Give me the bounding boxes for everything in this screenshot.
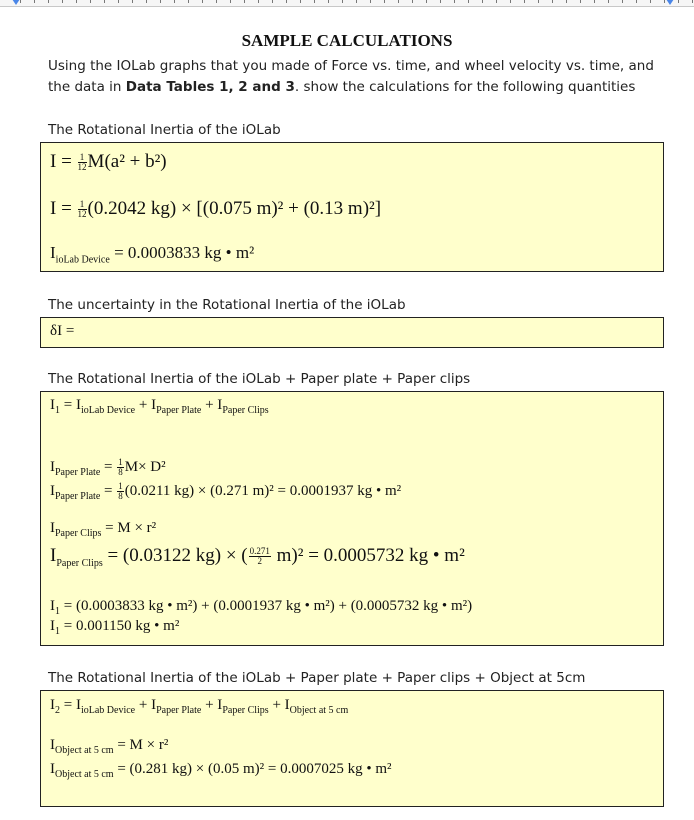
ruler-tick	[412, 0, 413, 3]
ruler-tick	[48, 0, 49, 3]
ruler-tick	[300, 0, 301, 3]
ruler-tick	[398, 0, 399, 3]
equation-line: $I_{Object at 5 cm} = M \times r^2$	[50, 737, 169, 756]
section-label-rotational-inertia: The Rotational Inertia of the iOLab	[48, 122, 281, 138]
ruler-tick	[286, 0, 287, 3]
ruler-tick	[496, 0, 497, 3]
equation-line: $I_2 = I_{ioLab Device} + I_{Paper Plate} + I_{Paper Clips} + I_{Object at 5 cm}$	[50, 697, 349, 716]
ruler-tick	[370, 0, 371, 3]
equation-box-uncertainty[interactable]	[40, 317, 664, 348]
ruler-tick	[538, 0, 539, 3]
ruler-tick	[580, 0, 581, 3]
equation-line: $I_{ioLab Device} = 0.0003833$ kg • m²	[50, 243, 255, 266]
fraction: $\frac{0.271}{2}$	[249, 546, 270, 567]
fraction: $\frac{1}{8}$	[118, 481, 123, 501]
intro-text: Using the IOLab graphs that you made of Force vs. time, and wheel velocity vs. time, and the data in	[48, 58, 654, 95]
fraction: $\frac{1}{8}$	[118, 457, 123, 477]
equation-line: $I_1 = I_{ioLab Device} + I_{Paper Plate} + I_{Paper Clips}$	[50, 397, 269, 416]
ruler-tick	[468, 0, 469, 3]
ruler-tick	[356, 0, 357, 3]
equation-line: I = $\frac{1}{12}$ (0.2042 kg) × [(0.075 m)² + (0.13 m)²]	[50, 198, 382, 220]
fraction: $\frac{1}{12}$	[77, 199, 87, 220]
ruler-tick	[20, 0, 21, 3]
equation-line: $I_1 = (0.0003833$ kg • m²) + (0.0001937 kg • m²) + (0.0005732 kg • m²)	[50, 598, 473, 617]
ruler-tick	[202, 0, 203, 3]
ruler-tick	[426, 0, 427, 3]
ruler-tick	[440, 0, 441, 3]
ruler-tick	[608, 0, 609, 3]
ruler-tick	[664, 0, 665, 3]
ruler[interactable]	[0, 0, 694, 7]
intro-paragraph	[48, 56, 678, 98]
ruler-tick	[552, 0, 553, 3]
ruler-tick	[146, 0, 147, 3]
page-title: SAMPLE CALCULATIONS	[241, 31, 453, 50]
intro-text-end: . show the calculations for the following quantities	[294, 79, 636, 95]
ruler-tick	[650, 0, 651, 3]
ruler-tick	[90, 0, 91, 3]
ruler-tick	[132, 0, 133, 3]
ruler-tick	[342, 0, 343, 3]
equation-line: $I_{Paper Plate}$ = $\frac{1}{8}$ (0.0211 kg) × (0.271 m)² = 0.0001937 kg • m²	[50, 481, 402, 502]
ruler-tick	[510, 0, 511, 3]
ruler-tick	[692, 0, 693, 3]
ruler-tick	[160, 0, 161, 3]
section-label-object-5cm: The Rotational Inertia of the iOLab + Paper plate + Paper clips + Object at 5cm	[48, 670, 586, 686]
ruler-tick	[636, 0, 637, 3]
fraction: $\frac{1}{12}$	[77, 152, 87, 173]
ruler-tick	[216, 0, 217, 3]
intro-bold-text: Data Tables 1, 2 and 3	[125, 79, 295, 95]
ruler-tick	[230, 0, 231, 3]
ruler-tick	[482, 0, 483, 3]
ruler-tick	[62, 0, 63, 3]
ruler-tick	[118, 0, 119, 3]
ruler-tick	[104, 0, 105, 3]
ruler-tick	[524, 0, 525, 3]
equation-box-iolab-plate-clips[interactable]	[40, 391, 664, 646]
section-label-uncertainty: The uncertainty in the Rotational Inertia of the iOLab	[48, 297, 406, 313]
ruler-tick	[76, 0, 77, 3]
ruler-tick	[594, 0, 595, 3]
ruler-tick	[272, 0, 273, 3]
equation-line: $I_{Object at 5 cm} = (0.281$ kg) × (0.05 m)² = 0.0007025 kg • m²	[50, 761, 392, 780]
equation-line: $I_{Paper Plate}$ = $\frac{1}{8}$ M× D²	[50, 457, 166, 478]
section-label-iolab-plate-clips: The Rotational Inertia of the iOLab + Paper plate + Paper clips	[48, 371, 471, 387]
ruler-tick	[678, 0, 679, 3]
equation-line: $I_1 = 0.001150$ kg • m²	[50, 618, 180, 637]
ruler-tick	[454, 0, 455, 3]
ruler-indent-marker-right[interactable]	[664, 0, 676, 5]
ruler-tick	[328, 0, 329, 3]
equation-box-rotational-inertia[interactable]	[40, 142, 664, 272]
equation-line: $I_{Paper Clips} = M \times r^2$	[50, 520, 157, 539]
equation-line: I = $\frac{1}{12}$ M(a² + b²)	[50, 151, 167, 173]
ruler-tick	[384, 0, 385, 3]
equation-box-object-5cm[interactable]	[40, 690, 664, 807]
equation-line: δI =	[50, 323, 75, 339]
ruler-tick	[34, 0, 35, 3]
ruler-tick	[566, 0, 567, 3]
ruler-tick	[188, 0, 189, 3]
equation-line: $I_{Paper Clips} = (0.03122$ kg) × ( $\frac{0.271}{2}$ m)² = 0.0005732 kg • m²	[50, 545, 465, 569]
ruler-tick	[244, 0, 245, 3]
ruler-tick	[622, 0, 623, 3]
ruler-tick	[174, 0, 175, 3]
ruler-tick	[314, 0, 315, 3]
ruler-tick	[258, 0, 259, 3]
